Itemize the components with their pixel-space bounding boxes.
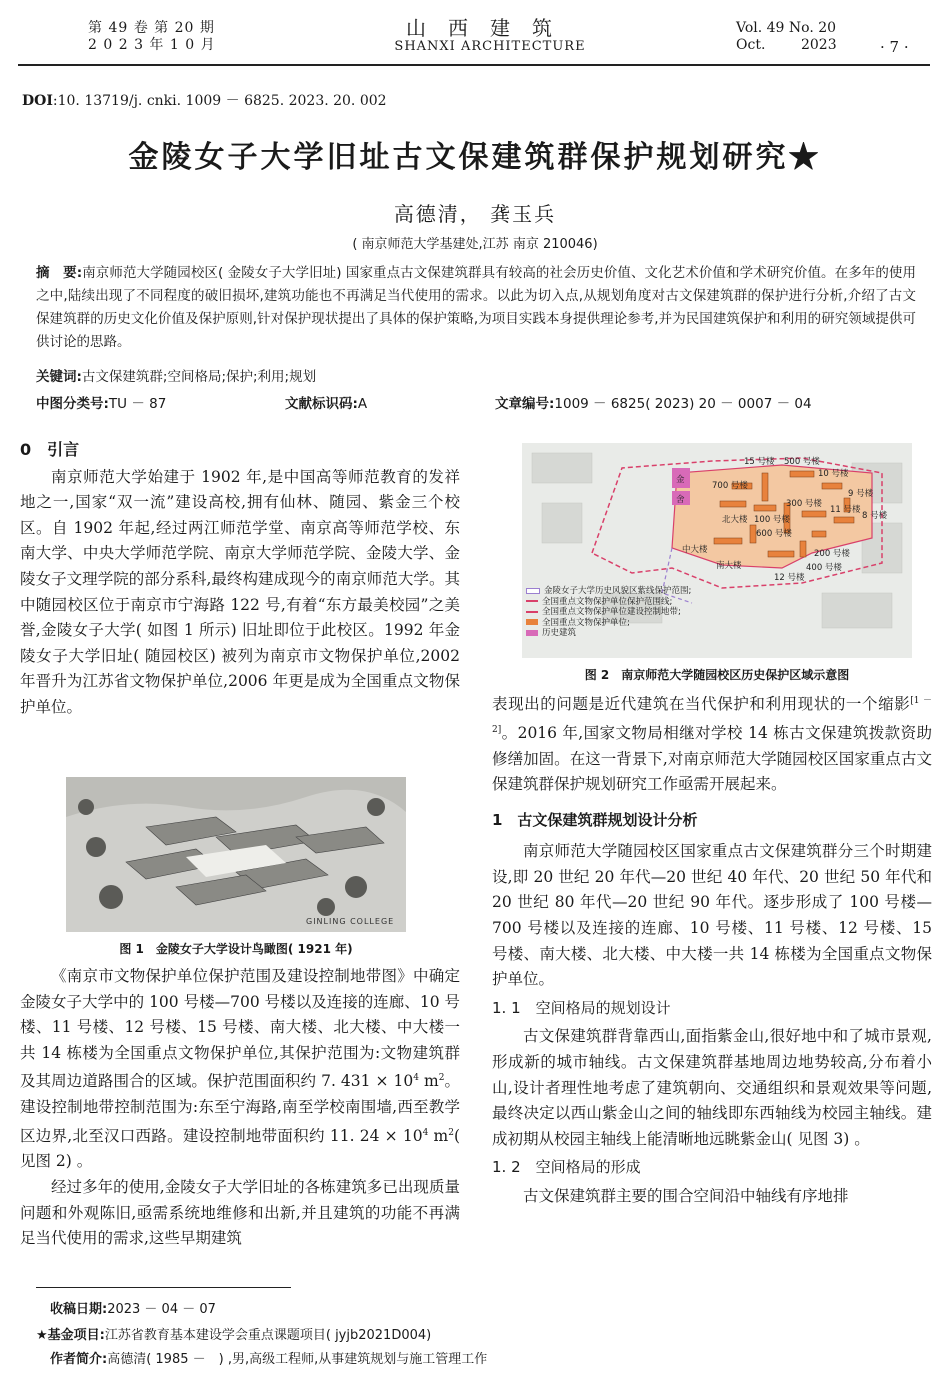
- fund-info: [36, 1324, 431, 1343]
- label-jin: 金: [676, 475, 685, 485]
- article-number: [495, 392, 812, 412]
- label-500: 500 号楼: [784, 457, 820, 467]
- p2-exp-1: 4: [413, 1073, 419, 1084]
- received-date: [50, 1298, 216, 1317]
- fund-label: ★基金项目:: [36, 1328, 105, 1343]
- legend-text: 全国重点文物保护单位建设控制地带;: [542, 607, 681, 617]
- right-column: [492, 689, 932, 1210]
- p2-unit-2: m: [428, 1126, 449, 1145]
- label-700: 700 号楼: [712, 481, 748, 491]
- doc-value: A: [357, 396, 368, 412]
- abstract: [36, 262, 916, 354]
- label-8: 8 号楼: [862, 511, 888, 521]
- section-0-heading: 0 引言: [20, 440, 80, 459]
- journal-volume-en: [736, 20, 837, 54]
- label-300: 300 号楼: [786, 499, 822, 509]
- label-10: 10 号楼: [818, 469, 849, 479]
- label-11: 11 号楼: [830, 505, 861, 515]
- legend-swatch: [526, 611, 538, 613]
- fund-value: 江苏省教育基本建设学会重点课题项目( jyjb2021D004): [104, 1328, 432, 1343]
- section-1-1-heading: 1. 1 空间格局的规划设计: [492, 998, 671, 1017]
- doi: [22, 90, 387, 110]
- p2-sq-1: 2: [438, 1073, 445, 1084]
- author-value: 高德清( 1985 － ) ,男,高级工程师,从事建筑规划与施工管理工作: [107, 1352, 488, 1367]
- keywords-text: 古文保建筑群;空间格局;保护;利用;规划: [81, 369, 317, 385]
- label-9: 9 号楼: [848, 489, 874, 499]
- right-p1: [492, 689, 932, 798]
- legend-swatch: [526, 619, 538, 625]
- right-p1-a: 表现出的问题是近代建筑在当代保护和利用现状的一个缩影: [492, 695, 911, 714]
- art-value: 1009 － 6825( 2023) 20 － 0007 － 04: [554, 396, 812, 412]
- p2-unit-1: m: [418, 1072, 439, 1091]
- date-en: Oct. 2023: [736, 37, 837, 53]
- label-200: 200 号楼: [814, 549, 850, 559]
- label-south: 南大楼: [716, 561, 742, 571]
- legend-item: [526, 607, 691, 618]
- doc-code: [285, 392, 367, 412]
- affiliation: ( 南京师范大学基建处,江苏 南京 210046): [352, 237, 598, 252]
- journal-name-en: SHANXI ARCHITECTURE: [394, 39, 586, 54]
- left-column-bottom: [20, 964, 460, 1252]
- keywords: [36, 365, 316, 385]
- clc-value: TU － 87: [108, 396, 167, 412]
- section-1-1-paragraph: 古文保建筑群背靠西山,面指紫金山,很好地中和了城市景观,形成新的城市轴线。古文保建筑群基地周边地势较高,分布着小山,设计者理性地考虑了建筑朝向、交通组织和景观效果等问题,最终决定以西山紫金山之间的轴线即东西轴线为校园主轴线。建成初期从校园主轴线上能清晰地远眺紫金山( 见图 3) 。: [492, 1027, 932, 1148]
- paper-title: 金陵女子大学旧址古文保建筑群保护规划研究★: [128, 140, 822, 175]
- citation-ref: [1 －2]: [492, 696, 932, 735]
- legend-text: 全国重点文物保护单位保护范围线;: [542, 596, 673, 607]
- legend-item: [526, 628, 691, 639]
- p2-exp-2: 4: [422, 1127, 429, 1138]
- doi-value: :10. 13719/j. cnki. 1009 － 6825. 2023. 20. 002: [52, 93, 387, 109]
- page-number: · 7 ·: [880, 38, 909, 56]
- legend-swatch: [526, 600, 538, 602]
- journal-volume-info: [88, 20, 216, 54]
- label-she: 舍: [676, 495, 685, 505]
- figure-2-caption: 图 2 南京师范大学随园校区历史保护区域示意图: [584, 668, 850, 682]
- journal-name: [380, 16, 600, 54]
- aerial-sketch: [66, 777, 406, 932]
- legend-text: 金陵女子大学历史风貌区紫线保护范围;: [544, 586, 692, 596]
- volume-en: Vol. 49 No. 20: [736, 20, 837, 36]
- issue-date: 2 0 2 3 年 1 0 月: [88, 37, 216, 53]
- authors: 高德清， 龚玉兵: [393, 202, 557, 226]
- section-1-heading: 1 古文保建筑群规划设计分析: [492, 810, 698, 829]
- left-column-top: [20, 437, 460, 721]
- art-label: 文章编号:: [495, 396, 555, 412]
- doc-label: 文献标识码:: [285, 396, 358, 412]
- clc-number: [36, 392, 166, 412]
- journal-name-cn: 山西建筑: [406, 16, 574, 40]
- right-p1-b: 。2016 年,国家文物局相继对学校 14 栋古文保建筑拨款资助修缮加固。在这一背景下,对南京师范大学随园校区国家重点古文保建筑群保护规划研究工作亟需开展起来。: [492, 723, 932, 794]
- legend-text: 历史建筑: [542, 628, 577, 638]
- figure-1-caption: 图 1 金陵女子大学设计鸟瞰图( 1921 年): [119, 942, 353, 956]
- figure-1-aerial-view: [66, 777, 406, 932]
- label-12: 12 号楼: [774, 573, 805, 583]
- clc-label: 中图分类号:: [36, 396, 109, 412]
- legend-item: [526, 597, 691, 608]
- header-rule: [18, 64, 930, 66]
- legend-swatch: [526, 630, 538, 636]
- author-bio: [50, 1348, 487, 1367]
- received-value: 2023 － 04 － 07: [107, 1302, 216, 1317]
- section-1-2-paragraph: 古文保建筑群主要的围合空间沿中轴线有序地排: [523, 1187, 849, 1205]
- label-400: 400 号楼: [806, 563, 842, 573]
- section-1-paragraph: 南京师范大学随园校区国家重点古文保建筑群分三个时期建设,即 20 世纪 20 年代—20 世纪 40 年代、20 世纪 50 年代和 20 世纪 80 年代—20 世纪 90 年代。逐步形成了 100 号楼—700 号楼以及连接的连廊、10 号楼、11 号楼、12 号楼、15 号楼、南大楼、北大楼、中大楼一共 14 栋楼为全国重点文物保护单位。: [492, 842, 932, 989]
- label-15: 15 号楼: [744, 457, 775, 467]
- label-600: 600 号楼: [756, 529, 792, 539]
- author-label: 作者简介:: [50, 1352, 108, 1367]
- label-100: 100 号楼: [754, 515, 790, 525]
- intro-paragraph: 南京师范大学始建于 1902 年,是中国高等师范教育的发祥地之一,国家“双一流”建设高校,拥有仙林、随园、紫金三个校区。自 1902 年起,经过两江师范学堂、南京高等师范学校、东南大学、中央大学师范学院、南京大学师范学院、金陵大学、金陵女子文理学院的部分系科,最终构建成现今的南京师范大学。其中随园校区位于南京市宁海路 122 号,有着“东方最美校园”之美誉,金陵女子大学( 如图 1 所示) 旧址即位于此校区。1992 年金陵女子大学旧址( 随园校区) 被列为南京市文物保护单位,2002 年晋升为江苏省文物保护单位,2006 年更是成为全国重点文物保护单位。: [20, 467, 460, 716]
- abstract-label: 摘 要:: [36, 265, 83, 281]
- fig1-watermark: GINLING COLLEGE: [306, 917, 395, 926]
- keywords-label: 关键词:: [36, 369, 82, 385]
- legend-item: [526, 586, 691, 597]
- p2-sq-2: 2: [448, 1127, 454, 1138]
- usage-paragraph: 经过多年的使用,金陵女子大学旧址的各栋建筑多已出现质量问题和外观陈旧,亟需系统地维修和出新,并且建筑的功能不再满足当代使用的需求,这些早期建筑: [20, 1178, 460, 1248]
- received-label: 收稿日期:: [50, 1302, 108, 1317]
- legend-item: [526, 618, 691, 629]
- footnote-rule: [36, 1287, 291, 1288]
- p2-part-a: 《南京市文物保护单位保护范围及建设控制地带图》中确定金陵女子大学中的 100 号楼—700 号楼以及连接的连廊、10 号楼、11 号楼、12 号楼、15 号楼、南大楼、北大楼、中大楼一共 14 栋楼为全国重点文物保护单位,其保护范围为:文物建筑群及其周边道路围合的区域。保护范围面积约 7. 431 × 10: [20, 967, 460, 1091]
- doi-label: DOI: [22, 93, 53, 109]
- volume-issue: 第 49 卷 第 20 期: [88, 20, 215, 36]
- legend-swatch: [526, 588, 540, 594]
- abstract-text: 南京师范大学随园校区( 金陵女子大学旧址) 国家重点古文保建筑群具有较高的社会历史价值、文化艺术价值和学术研究价值。在多年的使用之中,陆续出现了不同程度的破旧损坏,建筑功能也不再满足当代使用的需求。以此为切入点,从规划角度对古文保建筑群的保护进行分析,介绍了古文保建筑群的历史文化价值及保护原则,针对保护现状提出了具体的保护策略,为项目实践本身提供理论参考,并为民国建筑保护和利用的研究领域提供可供讨论的思路。: [36, 265, 916, 350]
- section-1-2-heading: 1. 2 空间格局的形成: [492, 1158, 641, 1177]
- label-middle: 中大楼: [682, 545, 708, 555]
- legend-text: 全国重点文物保护单位;: [542, 617, 630, 628]
- protection-scope-paragraph: [20, 964, 460, 1175]
- label-north: 北大楼: [722, 515, 748, 525]
- fig2-legend: [526, 586, 691, 639]
- p2-part-b: 。建设控制地带控制范围为:东至宁海路,南至学校南围墙,西至教学区边界,北至汉口西路。建设控制地带面积约 11. 24 × 10: [20, 1072, 461, 1145]
- p2-part-c: ( 见图 2) 。: [20, 1126, 460, 1171]
